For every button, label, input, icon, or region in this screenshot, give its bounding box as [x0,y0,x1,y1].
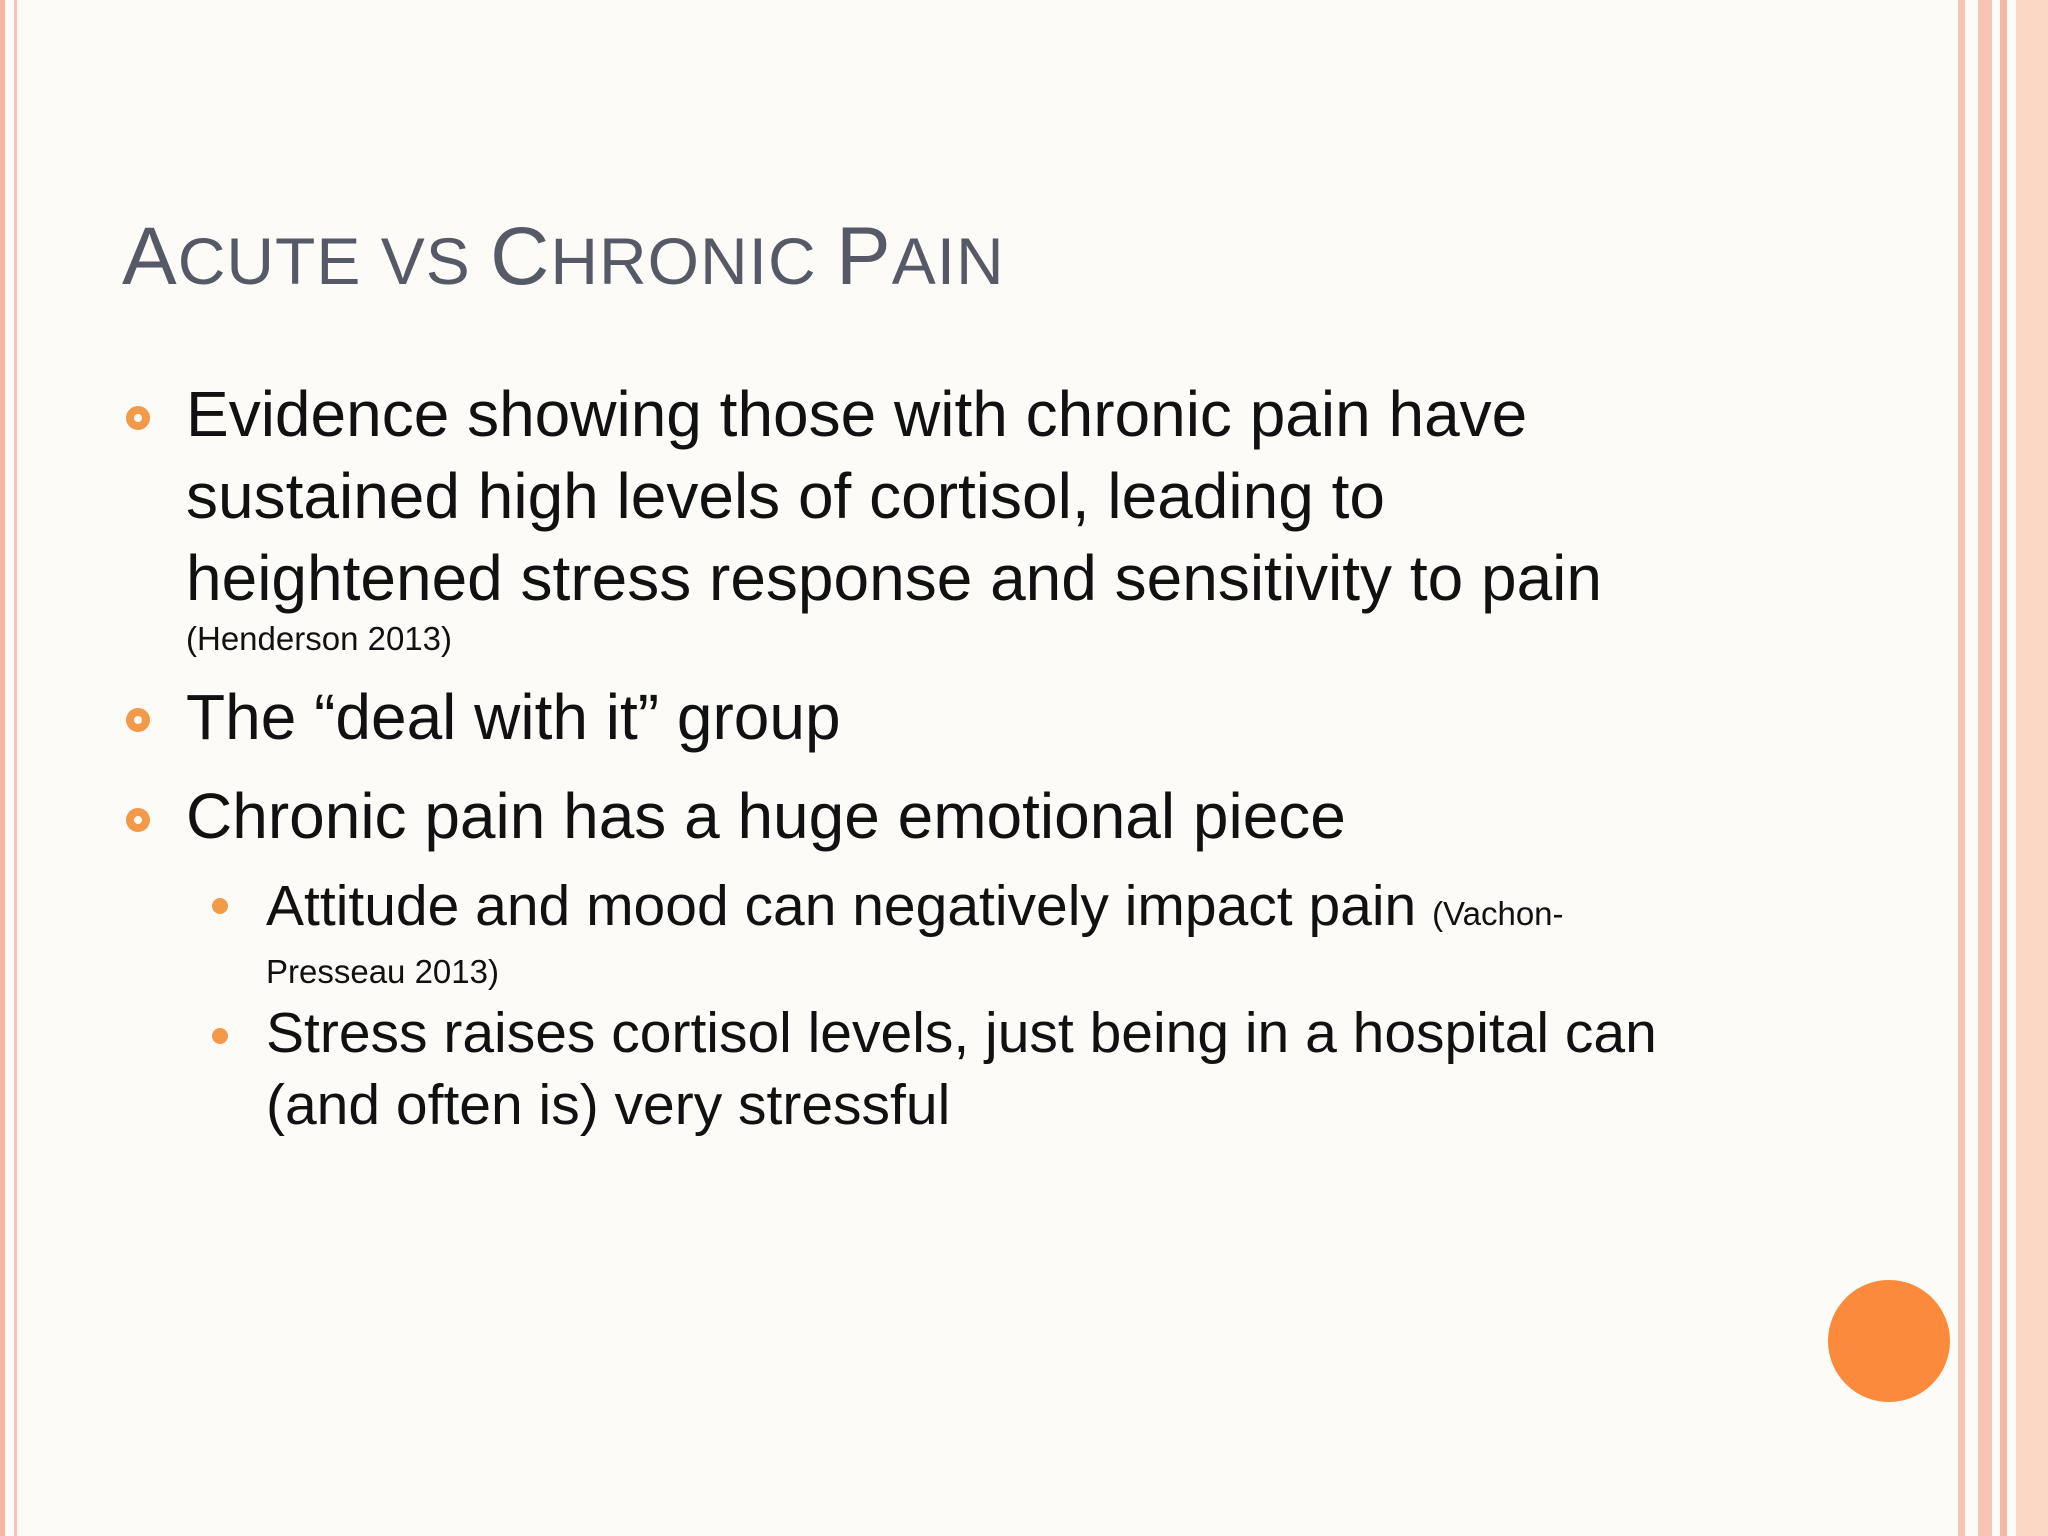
sub-bullet-text: Attitude and mood can negatively impact pain [266,874,1417,938]
bullet-text: The “deal with it” group [186,681,841,753]
title-smallcaps: HRONIC [550,224,836,298]
decorative-circle [1828,1280,1950,1402]
bullet-item [186,676,1746,758]
citation: Presseau 2013) [266,953,499,990]
sub-bullet-line: Stress raises cortisol levels, just being in a hospital can [266,1001,1657,1065]
bullet-item [186,775,1746,857]
bullet-text: Chronic pain has a huge emotional piece [186,780,1346,852]
sub-bullet-item [266,997,1746,1141]
sub-bullet-item [266,870,1746,994]
bullet-line: Evidence showing those with chronic pain have [186,378,1528,450]
title-smallcaps: CUTE VS [177,224,491,298]
bullet-line: sustained high levels of cortisol, leading to [186,460,1385,532]
citation: (Vachon- [1432,895,1564,932]
dot-bullet-icon [212,898,228,914]
bullet-item [186,373,1746,659]
ring-bullet-icon [126,406,150,430]
ring-bullet-icon [126,808,150,832]
sub-bullet-line: (and often is) very stressful [266,1073,951,1137]
dot-bullet-icon [212,1028,228,1044]
citation: (Henderson 2013) [186,620,452,657]
title-initial: C [490,211,551,302]
title-smallcaps: AIN [891,224,1005,298]
title-initial: P [835,211,892,302]
bullet-line: heightened stress response and sensitivity to pain [186,542,1602,614]
ring-bullet-icon [126,708,150,732]
title-initial: A [122,211,178,302]
